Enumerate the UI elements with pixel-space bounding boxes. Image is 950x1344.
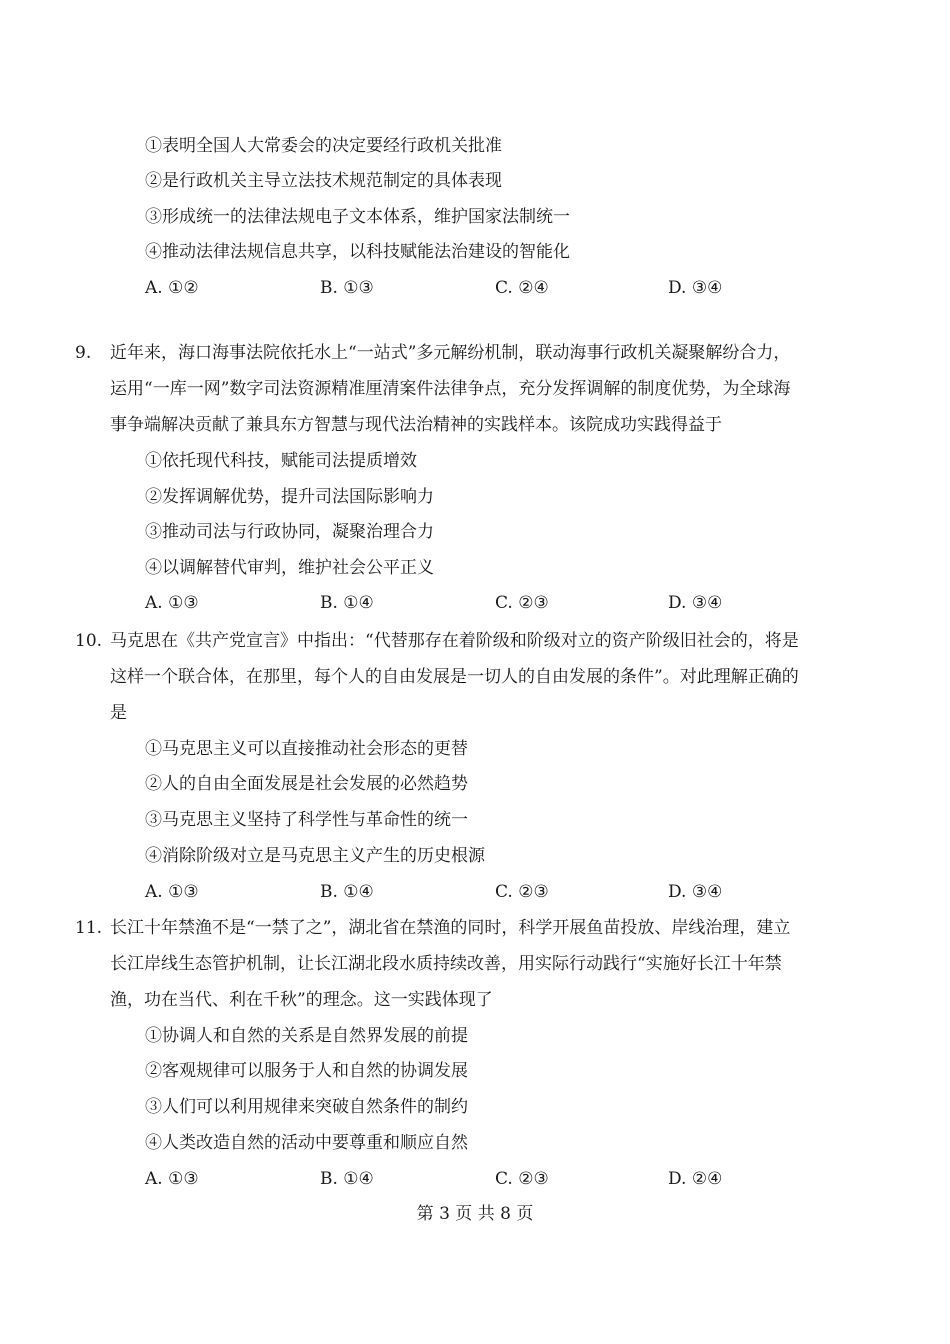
option-b: B. ①④ bbox=[320, 593, 374, 613]
statement-2: ②人的自由全面发展是社会发展的必然趋势 bbox=[145, 774, 468, 794]
answer-options bbox=[145, 592, 765, 614]
statement-2: ②客观规律可以服务于人和自然的协调发展 bbox=[145, 1061, 468, 1081]
question-number: 9. bbox=[75, 343, 92, 363]
question-number: 10. bbox=[75, 631, 103, 651]
option-b: B. ①④ bbox=[320, 882, 374, 902]
option-c: C. ②③ bbox=[495, 1169, 549, 1189]
statement-4: ④人类改造自然的活动中要尊重和顺应自然 bbox=[145, 1133, 468, 1153]
page-footer: 第 3 页 共 8 页 bbox=[416, 1204, 534, 1224]
statement-1: ①协调人和自然的关系是自然界发展的前提 bbox=[145, 1026, 468, 1046]
option-a: A. ①③ bbox=[145, 593, 199, 613]
option-c: C. ②③ bbox=[495, 593, 549, 613]
statement-2: ②发挥调解优势，提升司法国际影响力 bbox=[145, 487, 434, 507]
statement-2: ②是行政机关主导立法技术规范制定的具体表现 bbox=[145, 171, 502, 191]
statement-4: ④推动法律法规信息共享，以科技赋能法治建设的智能化 bbox=[145, 242, 570, 262]
question-stem-line: 渔，功在当代、利在千秋”的理念。这一实践体现了 bbox=[110, 990, 493, 1010]
question-stem-line: 近年来，海口海事法院依托水上“一站式”多元解纷机制，联动海事行政机关凝聚解纷合力， bbox=[110, 343, 791, 363]
question-stem-line: 长江十年禁渔不是“一禁了之”，湖北省在禁渔的同时，科学开展鱼苗投放、岸线治理，建立 bbox=[110, 918, 791, 938]
option-b: B. ①③ bbox=[320, 278, 374, 298]
statement-3: ③形成统一的法律法规电子文本体系，维护国家法制统一 bbox=[145, 207, 570, 227]
option-b: B. ①④ bbox=[320, 1169, 374, 1189]
question-stem-line: 马克思在《共产党宣言》中指出：“代替那存在着阶级和阶级对立的资产阶级旧社会的，将是 bbox=[110, 631, 799, 651]
option-c: C. ②③ bbox=[495, 882, 549, 902]
question-stem-line: 运用“一库一网”数字司法资源精准厘清案件法律争点，充分发挥调解的制度优势，为全球海 bbox=[110, 379, 791, 399]
option-a: A. ①② bbox=[145, 278, 199, 298]
option-c: C. ②④ bbox=[495, 278, 549, 298]
statement-4: ④以调解替代审判，维护社会公平正义 bbox=[145, 558, 434, 578]
option-d: D. ③④ bbox=[668, 278, 723, 298]
option-a: A. ①③ bbox=[145, 1169, 199, 1189]
question-number: 11. bbox=[75, 918, 103, 938]
question-stem-line: 事争端解决贡献了兼具东方智慧与现代法治精神的实践样本。该院成功实践得益于 bbox=[110, 415, 722, 435]
question-stem-line: 这样一个联合体，在那里，每个人的自由发展是一切人的自由发展的条件”。对此理解正确的 bbox=[110, 667, 799, 687]
question-stem-line: 是 bbox=[110, 703, 127, 723]
answer-options bbox=[145, 881, 765, 903]
statement-1: ①马克思主义可以直接推动社会形态的更替 bbox=[145, 739, 468, 759]
option-a: A. ①③ bbox=[145, 882, 199, 902]
answer-options bbox=[145, 1168, 765, 1190]
option-d: D. ③④ bbox=[668, 882, 723, 902]
statement-3: ③马克思主义坚持了科学性与革命性的统一 bbox=[145, 810, 468, 830]
statement-1: ①表明全国人大常委会的决定要经行政机关批准 bbox=[145, 136, 502, 156]
option-d: D. ③④ bbox=[668, 593, 723, 613]
statement-4: ④消除阶级对立是马克思主义产生的历史根源 bbox=[145, 846, 485, 866]
statement-3: ③推动司法与行政协同，凝聚治理合力 bbox=[145, 522, 434, 542]
question-stem-line: 长江岸线生态管护机制，让长江湖北段水质持续改善，用实际行动践行“实施好长江十年禁 bbox=[110, 954, 782, 974]
statement-3: ③人们可以利用规律来突破自然条件的制约 bbox=[145, 1097, 468, 1117]
statement-1: ①依托现代科技，赋能司法提质增效 bbox=[145, 451, 417, 471]
answer-options bbox=[145, 277, 765, 299]
option-d: D. ②④ bbox=[668, 1169, 723, 1189]
